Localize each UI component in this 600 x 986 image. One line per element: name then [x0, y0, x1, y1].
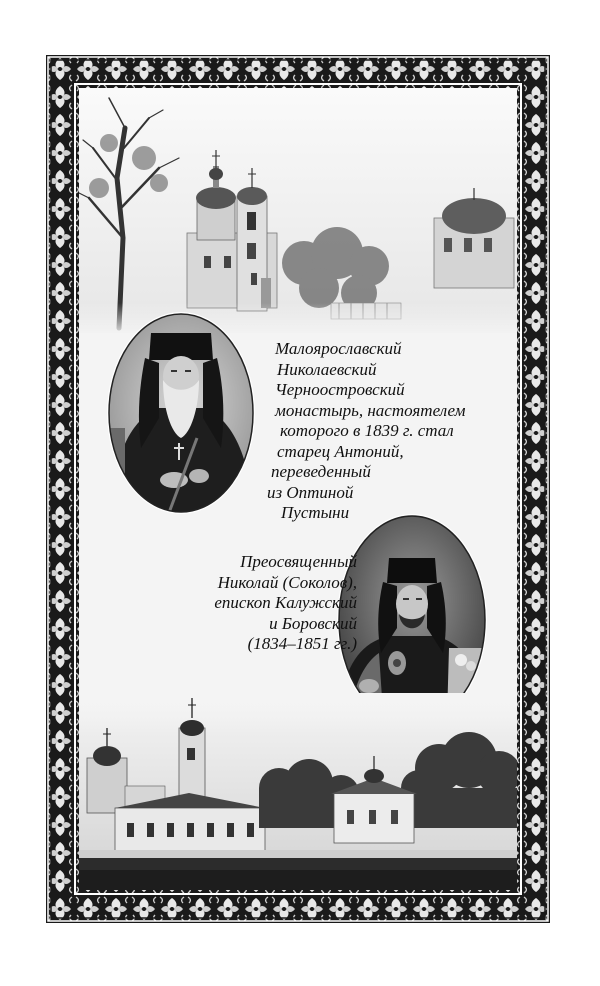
ornamental-frame	[46, 55, 550, 923]
monastery-caption	[267, 339, 466, 524]
church-photo-icon	[79, 88, 517, 338]
caption-line: (1834–1851 гг.)	[247, 634, 357, 653]
monastery-photo-icon	[79, 693, 517, 890]
caption-line: Малоярославский	[275, 339, 402, 358]
caption-line: Черноостровский	[275, 380, 405, 399]
bishop-caption	[159, 552, 357, 655]
caption-line: переведенный	[271, 462, 371, 481]
elder-antony-portrait-icon	[99, 308, 269, 518]
caption-line: и Боровский	[269, 613, 357, 633]
caption-line: епископ Калужский	[214, 593, 357, 612]
caption-line: монастырь, настоятелем	[275, 400, 466, 420]
caption-line: которого в 1839 г. стал	[280, 421, 454, 440]
caption-line: Преосвященный	[240, 552, 357, 571]
caption-line: Николай (Соколов),	[217, 572, 357, 592]
caption-line: старец Антоний,	[277, 441, 404, 461]
caption-line: Пустыни	[281, 503, 350, 522]
caption-line: из Оптиной	[267, 482, 354, 502]
illustration-area	[79, 88, 517, 890]
caption-line: Николаевский	[277, 359, 377, 379]
